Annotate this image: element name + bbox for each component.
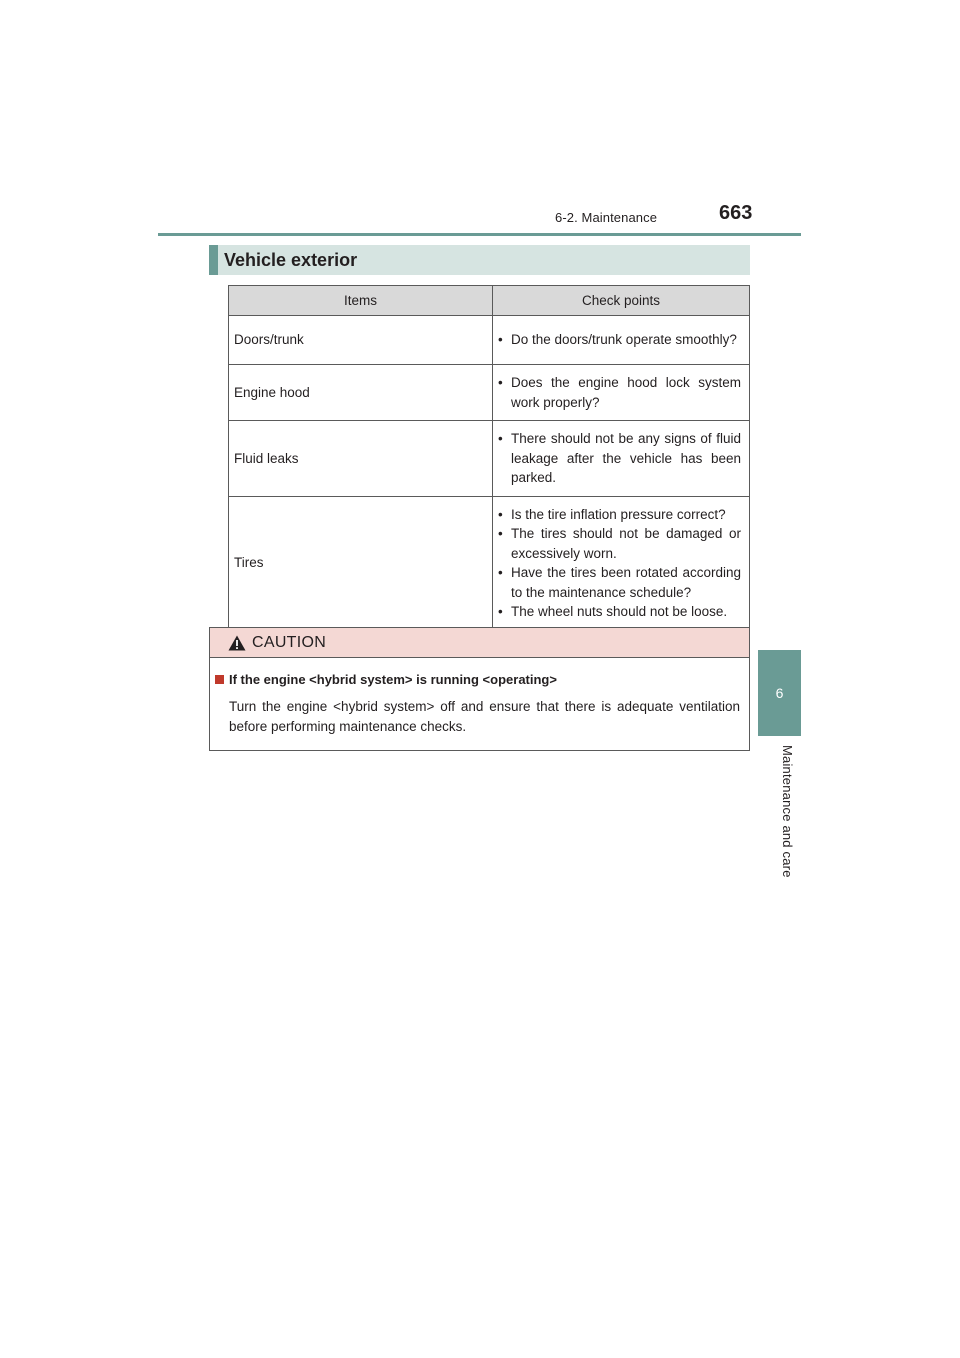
section-heading-title: Vehicle exterior bbox=[224, 249, 358, 270]
caution-header bbox=[210, 628, 749, 658]
row-points bbox=[493, 421, 750, 497]
row-item: Fluid leaks bbox=[229, 421, 493, 497]
table-row bbox=[229, 365, 750, 421]
header-items: Items bbox=[229, 286, 493, 316]
caution-body: Turn the engine <hybrid system> off and ensure that there is adequate ventilation before performing maintenance checks. bbox=[229, 699, 740, 734]
row-item: Engine hood bbox=[229, 365, 493, 421]
row-points bbox=[493, 365, 750, 421]
section-heading bbox=[209, 245, 750, 275]
row-points bbox=[493, 496, 750, 630]
table-header-row bbox=[229, 286, 750, 316]
check-point: • Does the engine hood lock system work properly? bbox=[498, 373, 741, 412]
check-point: • Do the doors/trunk operate smoothly? bbox=[498, 330, 741, 350]
table-row bbox=[229, 496, 750, 630]
warning-triangle-icon bbox=[228, 635, 246, 651]
check-point: • The tires should not be damaged or excessively worn. bbox=[498, 524, 741, 563]
row-item: Doors/trunk bbox=[229, 316, 493, 365]
check-point: • The wheel nuts should not be loose. bbox=[498, 602, 741, 622]
header-rule bbox=[158, 233, 801, 236]
caution-subheading bbox=[215, 672, 557, 687]
caution-subheading-text: If the engine <hybrid system> is running <operating> bbox=[229, 672, 557, 687]
row-item: Tires bbox=[229, 496, 493, 630]
page-number: 663 bbox=[719, 202, 753, 224]
square-bullet-icon bbox=[215, 675, 224, 684]
table-row bbox=[229, 421, 750, 497]
caution-title: CAUTION bbox=[252, 633, 327, 651]
header-check-points: Check points bbox=[493, 286, 750, 316]
check-point: • There should not be any signs of fluid leakage after the vehicle has been parked. bbox=[498, 429, 741, 488]
chapter-tab bbox=[758, 650, 801, 736]
table-row bbox=[229, 316, 750, 365]
caution-box bbox=[209, 627, 750, 751]
check-table bbox=[228, 285, 750, 631]
running-header-section: 6-2. Maintenance bbox=[555, 210, 658, 225]
row-points bbox=[493, 316, 750, 365]
chapter-tab-number: 6 bbox=[775, 685, 784, 701]
chapter-tab-label: Maintenance and care bbox=[780, 745, 795, 878]
check-point: • Is the tire inflation pressure correct? bbox=[498, 505, 741, 525]
check-point: • Have the tires been rotated according to the maintenance schedule? bbox=[498, 563, 741, 602]
